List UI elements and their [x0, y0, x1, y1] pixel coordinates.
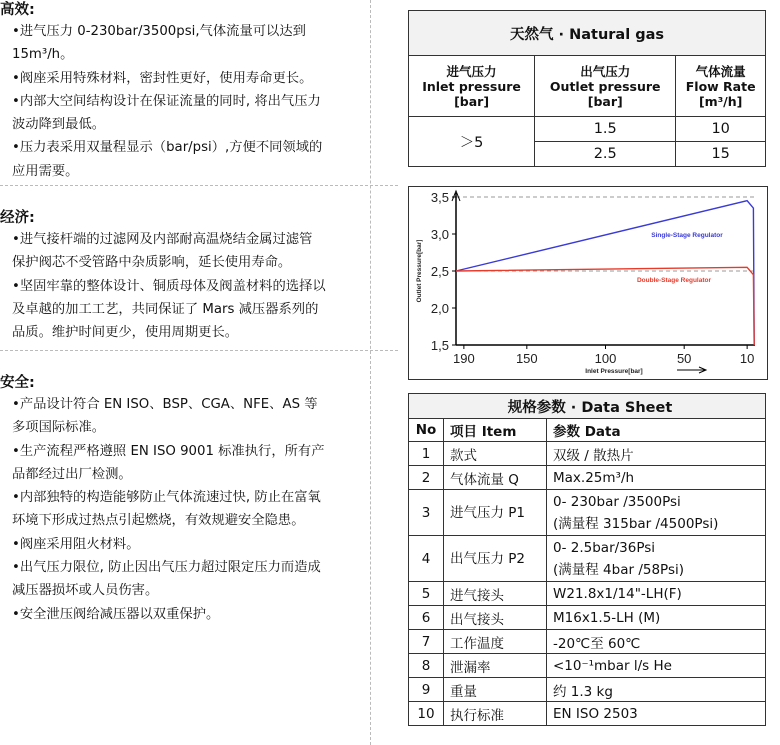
row-no: 5 [409, 582, 444, 606]
data-sheet-row [409, 630, 766, 654]
row-data-line: M16x1.5-LH (M) [553, 609, 661, 626]
safety-line: •生产流程严格遵照 EN ISO 9001 标准执行，所有产 [12, 443, 325, 459]
row-item: 工作温度 [444, 630, 547, 654]
row-item: 款式 [444, 442, 547, 466]
safety-section [0, 373, 398, 626]
row-no: 2 [409, 466, 444, 490]
x-axis-label: Inlet Pressure[bar] [585, 368, 643, 375]
data-sheet-row [409, 536, 766, 582]
row-data-line: W21.8x1/14"-LH(F) [553, 585, 682, 602]
col-no-header: No [409, 419, 444, 442]
inlet-pressure-header: 进气压力 Inlet pressure [bar] [409, 56, 535, 117]
series-label: Double-Stage Regulator [636, 277, 712, 284]
y-tick-label: 3,0 [430, 227, 449, 242]
efficiency-line: •阀座采用特殊材料，密封性更好，使用寿命更长。 [12, 70, 313, 86]
flow-value: 15 [676, 142, 766, 167]
column-divider [370, 0, 371, 745]
section-divider [0, 350, 398, 351]
series-line [456, 201, 754, 345]
y-tick-label: 2,5 [430, 264, 449, 279]
x-tick-label: 150 [515, 351, 538, 366]
data-sheet-row [409, 606, 766, 630]
row-data [547, 466, 766, 490]
pressure-chart-svg [409, 187, 767, 379]
row-item: 气体流量 Q [444, 466, 547, 490]
efficiency-heading: 高效: [0, 2, 35, 18]
row-item: 执行标准 [444, 702, 547, 726]
series-label: Single-Stage Regulator [651, 232, 723, 239]
efficiency-section [0, 0, 398, 183]
row-data-line: 0- 2.5bar/36Psi [553, 539, 656, 556]
row-no: 6 [409, 606, 444, 630]
safety-line: 多项国际标准。 [12, 420, 106, 436]
data-sheet-row [409, 702, 766, 726]
flow-rate-header: 气体流量 Flow Rate [m³/h] [676, 56, 766, 117]
x-tick-label: 190 [453, 351, 475, 366]
safety-line: •出气压力限位, 防止因出气压力超过限定压力而造成 [12, 560, 321, 576]
safety-line: 环境下形成过热点引起燃烧，有效规避安全隐患。 [12, 513, 305, 529]
efficiency-line: 应用需要。 [12, 163, 79, 179]
row-item: 进气压力 P1 [444, 490, 547, 536]
row-data [547, 630, 766, 654]
row-item: 进气接头 [444, 582, 547, 606]
safety-line: •阀座采用阻火材料。 [12, 536, 140, 552]
safety-line: •安全泄压阀给减压器以双重保护。 [12, 606, 220, 622]
row-data [547, 582, 766, 606]
outlet-pressure-header: 出气压力 Outlet pressure [bar] [535, 56, 676, 117]
economy-line: 保护阀芯不受管路中杂质影响，延长使用寿命。 [12, 255, 292, 271]
economy-section [0, 208, 398, 344]
row-data-line: EN ISO 2503 [553, 705, 638, 722]
row-data-line: -20℃至 60℃ [553, 635, 641, 652]
row-no: 1 [409, 442, 444, 466]
economy-line: 及卓越的加工工艺，共同保证了 Mars 减压器系列的 [12, 301, 319, 317]
safety-line: 品都经过出厂检测。 [12, 466, 132, 482]
outlet-value: 2.5 [535, 142, 676, 167]
row-no: 3 [409, 490, 444, 536]
col-item-header: 项目 Item [444, 419, 547, 442]
row-no: 10 [409, 702, 444, 726]
data-sheet-row [409, 442, 766, 466]
row-data-line: Max.25m³/h [553, 469, 635, 486]
row-data [547, 536, 766, 582]
y-tick-label: 1,5 [430, 338, 449, 353]
y-tick-label: 3,5 [430, 190, 449, 205]
row-item: 出气接头 [444, 606, 547, 630]
row-data-line: (满量程 4bar /58Psi) [553, 561, 685, 578]
safety-heading: 安全: [0, 375, 35, 391]
row-data [547, 678, 766, 702]
safety-line: •产品设计符合 EN ISO、BSP、CGA、NFE、AS 等 [12, 397, 318, 412]
row-data-line: 0- 230bar /3500Psi [553, 493, 681, 510]
data-sheet-row [409, 654, 766, 678]
efficiency-line: •压力表采用双量程显示（bar/psi）,方便不同领域的 [12, 140, 323, 156]
row-data [547, 654, 766, 678]
economy-line: 品质。维护时间更少，使用周期更长。 [12, 325, 239, 341]
row-no: 9 [409, 678, 444, 702]
efficiency-line: •进气压力 0-230bar/3500psi,气体流量可以达到 [12, 24, 306, 39]
data-sheet-row [409, 490, 766, 536]
safety-line: 减压器损坏或人员伤害。 [12, 583, 159, 599]
economy-line: •坚固牢靠的整体设计、铜质母体及阀盖材料的选择以 [12, 278, 326, 294]
data-sheet-row [409, 466, 766, 490]
data-sheet-row [409, 678, 766, 702]
data-sheet-title: 规格参数 · Data Sheet [409, 394, 766, 419]
row-data [547, 490, 766, 536]
efficiency-line: 15m³/h。 [12, 47, 74, 63]
row-data [547, 702, 766, 726]
x-tick-label: 100 [594, 351, 617, 366]
outlet-value: 1.5 [535, 117, 676, 142]
col-data-header: 参数 Data [547, 419, 766, 442]
row-data-line: <10⁻¹mbar l/s He [553, 657, 672, 674]
efficiency-line: •内部大空间结构设计在保证流量的同时, 将出气压力 [12, 93, 321, 109]
row-no: 4 [409, 536, 444, 582]
row-item: 出气压力 P2 [444, 536, 547, 582]
row-data [547, 442, 766, 466]
natural-gas-table [408, 10, 766, 167]
data-sheet-row [409, 582, 766, 606]
row-data-line: 约 1.3 kg [553, 683, 613, 700]
row-data [547, 606, 766, 630]
row-item: 泄漏率 [444, 654, 547, 678]
economy-line: •进气接杆端的过滤网及内部耐高温烧结金属过滤管 [12, 232, 313, 247]
pressure-chart [408, 186, 768, 380]
y-tick-label: 2,0 [430, 301, 449, 316]
data-sheet-table [408, 393, 766, 726]
row-no: 8 [409, 654, 444, 678]
inlet-value: ＞5 [409, 117, 535, 167]
x-tick-label: 50 [676, 351, 692, 366]
row-data-line: (满量程 315bar /4500Psi) [553, 515, 719, 532]
section-divider [0, 185, 398, 186]
flow-value: 10 [676, 117, 766, 142]
natural-gas-title: 天然气 · Natural gas [409, 11, 766, 56]
row-no: 7 [409, 630, 444, 654]
safety-line: •内部独特的构造能够防止气体流速过快, 防止在富氧 [12, 490, 321, 506]
efficiency-line: 波动降到最低。 [12, 117, 106, 133]
row-item: 重量 [444, 678, 547, 702]
x-tick-label: 10 [739, 351, 755, 366]
row-data-line: 双级 / 散热片 [553, 447, 634, 464]
economy-heading: 经济: [0, 210, 35, 226]
y-axis-label: Outlet Pressure[bar] [416, 239, 423, 303]
